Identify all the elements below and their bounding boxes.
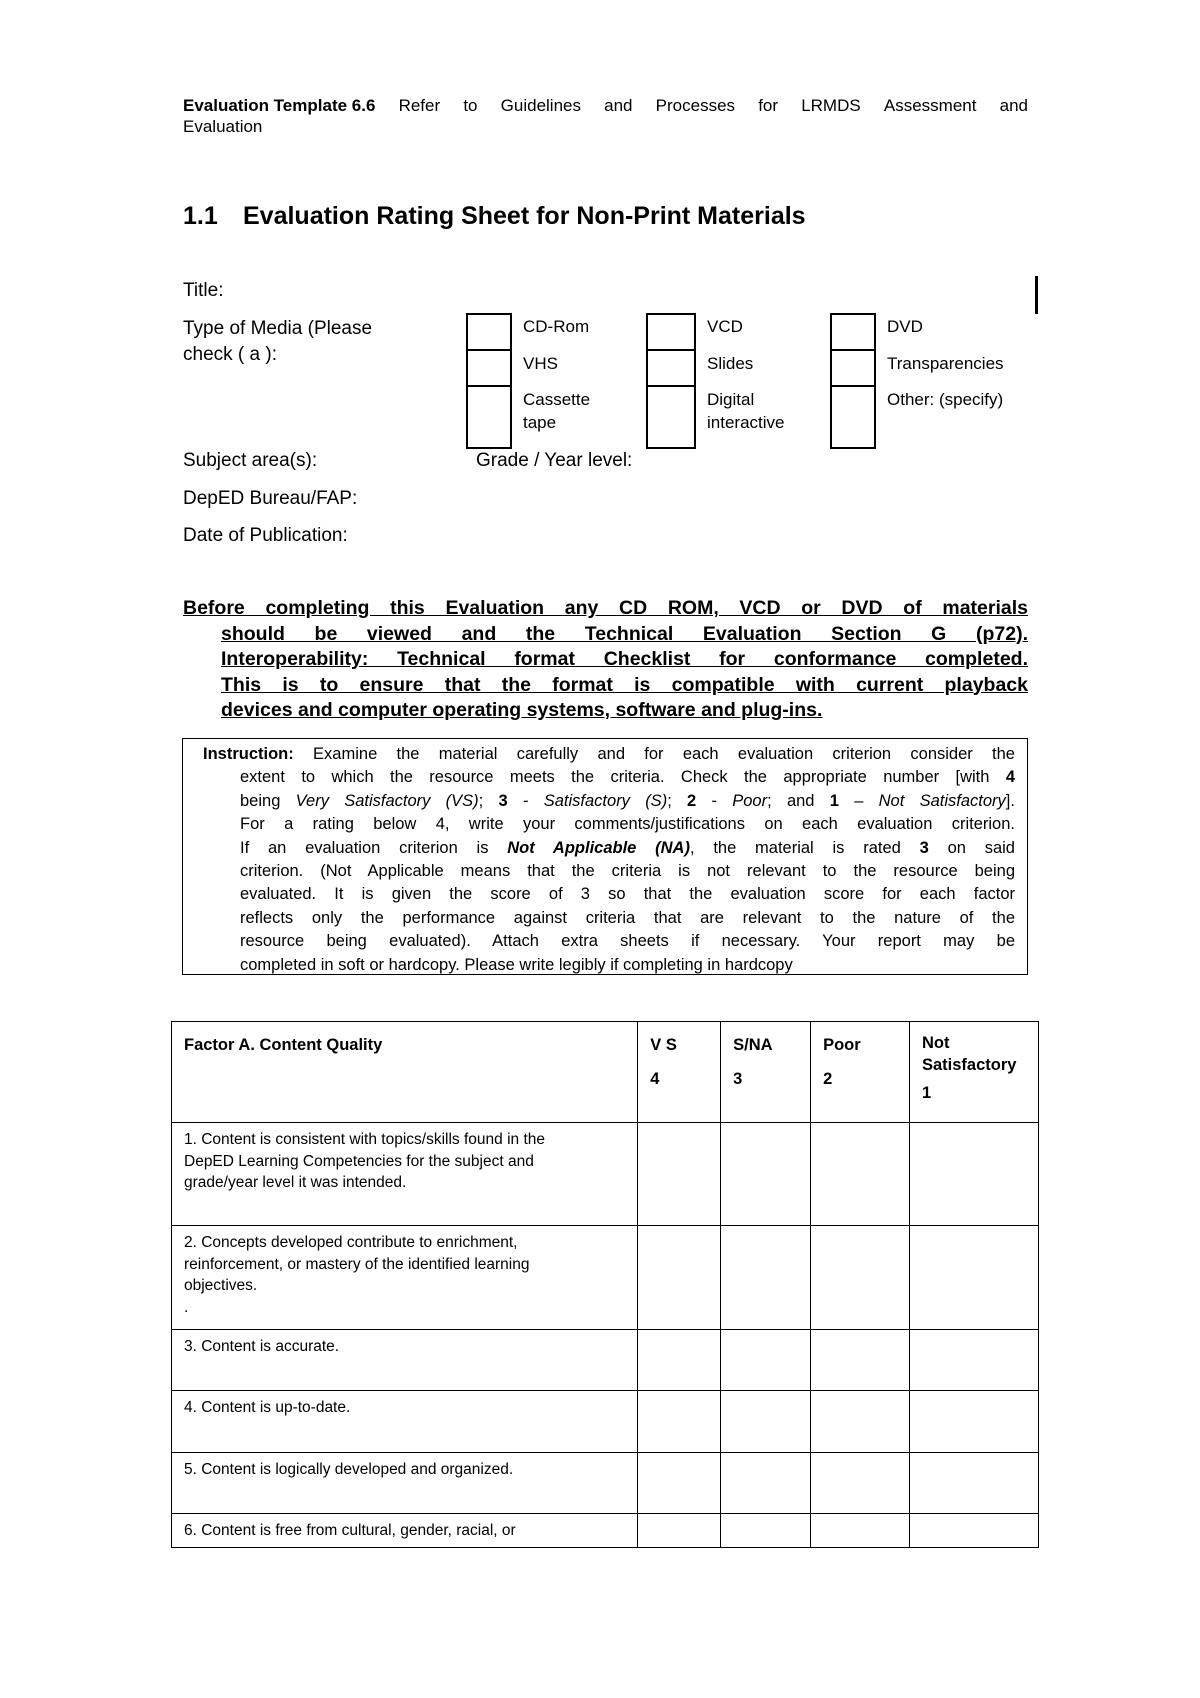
- option-transparencies: Transparencies: [887, 354, 1004, 373]
- instruction-text: Poor: [732, 791, 768, 810]
- criterion-text: 6. Content is free from cultural, gender, racial, or: [184, 1522, 516, 1539]
- notice-line: should be viewed and the Technical Evaluation Section G (p72).: [221, 622, 1028, 645]
- instruction-text: –: [838, 791, 879, 810]
- instruction-line: resource being evaluated). Attach extra sheets if necessary. Your report may be: [240, 932, 1015, 951]
- rating-cell-not-satisfactory[interactable]: [909, 1391, 1038, 1453]
- instruction-text: on said: [947, 838, 1015, 857]
- instruction-text: being: [240, 791, 281, 810]
- rating-cell-not-satisfactory[interactable]: [909, 1123, 1038, 1226]
- instruction-line: [203, 837, 1015, 860]
- instruction-text: 3: [498, 791, 508, 810]
- option-dvd: DVD: [887, 317, 923, 336]
- criterion-text: 4. Content is up-to-date.: [184, 1399, 351, 1416]
- header-word: to: [463, 96, 478, 115]
- factor-header-text: Factor A. Content Quality: [184, 1036, 383, 1054]
- table-row: [172, 1330, 1039, 1391]
- column-header-not-satisfactory: [909, 1022, 1038, 1123]
- instruction-line: evaluated. It is given the score of 3 so that the evaluation score for each factor: [240, 885, 1015, 904]
- media-type-label-line: Type of Media (Please: [183, 318, 373, 339]
- instruction-line: completed in soft or hardcopy. Please write legibly if completing in hardcopy: [240, 955, 793, 974]
- rating-cell-not-satisfactory[interactable]: [909, 1330, 1038, 1391]
- rating-cell-not-satisfactory[interactable]: [909, 1226, 1038, 1330]
- section-number: 1.1: [183, 202, 218, 230]
- option-digital-line: interactive: [707, 413, 785, 432]
- instruction-line: reflects only the performance against criteria that are relevant to the nature of the: [240, 908, 1015, 927]
- header-word: Processes: [655, 96, 736, 115]
- rating-cell-not-satisfactory[interactable]: [909, 1514, 1038, 1548]
- criterion-cell: [172, 1330, 638, 1391]
- template-header: [183, 95, 1028, 137]
- criterion-text: 2. Concepts developed contribute to enrichment,: [184, 1234, 518, 1251]
- rating-cell-poor[interactable]: [811, 1123, 910, 1226]
- checkbox-cassette-tape[interactable]: [466, 385, 512, 449]
- rating-cell-not-satisfactory[interactable]: [909, 1453, 1038, 1514]
- criterion-text: objectives.: [184, 1277, 258, 1294]
- rating-cell-vs[interactable]: [638, 1453, 721, 1514]
- criterion-text: 1. Content is consistent with topics/skills found in the: [184, 1131, 545, 1148]
- section-title: [183, 202, 806, 231]
- table-row: [172, 1514, 1039, 1548]
- checkbox-vcd[interactable]: [646, 313, 696, 351]
- header-word: LRMDS: [801, 96, 861, 115]
- rating-cell-poor[interactable]: [811, 1514, 910, 1548]
- rating-cell-poor[interactable]: [811, 1453, 910, 1514]
- checkbox-other[interactable]: [830, 385, 876, 449]
- option-cassette-line: tape: [523, 413, 557, 432]
- instruction-text: Very Satisfactory (VS): [295, 791, 479, 810]
- column-score: 4: [650, 1070, 660, 1088]
- header-line-1: [183, 95, 1028, 116]
- title-label: Title:: [183, 280, 224, 301]
- factor-header: [172, 1022, 638, 1123]
- criterion-text: grade/year level it was intended.: [184, 1174, 407, 1191]
- header-word: and: [604, 96, 633, 115]
- instruction-line: [203, 790, 1015, 813]
- criterion-cell: [172, 1226, 638, 1330]
- instruction-text: ].: [1005, 791, 1015, 810]
- criterion-text: DepED Learning Competencies for the subject and: [184, 1152, 534, 1170]
- rating-cell-poor[interactable]: [811, 1330, 910, 1391]
- checkbox-dvd[interactable]: [830, 313, 876, 351]
- checkbox-digital-interactive[interactable]: [646, 385, 696, 449]
- table-header-row: [172, 1022, 1039, 1123]
- option-vhs: VHS: [523, 354, 558, 373]
- bureau-label: DepED Bureau/FAP:: [183, 488, 358, 509]
- instruction-label: Instruction:: [203, 745, 294, 763]
- column-score: 1: [921, 1084, 932, 1102]
- criterion-text: 3. Content is accurate.: [184, 1338, 340, 1355]
- table-row: [172, 1453, 1039, 1514]
- instruction-line: For a rating below 4, write your comments/justifications on each evaluation criterion.: [240, 815, 1015, 834]
- rating-cell-sna[interactable]: [721, 1123, 811, 1226]
- section-title-text: Evaluation Rating Sheet for Non-Print Materials: [243, 202, 806, 230]
- option-cassette-line: Cassette: [523, 390, 591, 409]
- instruction-text: 2: [687, 791, 697, 810]
- instruction-text: ; and: [767, 791, 815, 810]
- option-digital-interactive: [707, 388, 784, 434]
- instruction-text: -: [696, 791, 733, 810]
- criterion-cell: [172, 1514, 638, 1548]
- criterion-cell: [172, 1123, 638, 1226]
- column-header-poor: [811, 1022, 910, 1123]
- notice-line: This is to ensure that the format is compatible with current playback: [221, 673, 1028, 696]
- rating-cell-vs[interactable]: [638, 1330, 721, 1391]
- header-word: for: [758, 96, 779, 115]
- header-line-2: Evaluation: [183, 117, 263, 136]
- instruction-line: [203, 743, 1015, 766]
- table-row: [172, 1226, 1039, 1330]
- column-label: Not Satisfactory: [921, 1034, 1017, 1074]
- column-score: 3: [733, 1070, 743, 1088]
- instruction-box: [182, 738, 1028, 975]
- instruction-text: Not Applicable (NA): [507, 838, 690, 857]
- option-other: Other: (specify): [887, 390, 1004, 409]
- rating-cell-poor[interactable]: [811, 1226, 910, 1330]
- table-row: [172, 1391, 1039, 1453]
- pre-evaluation-notice: [183, 596, 1028, 724]
- checkbox-transparencies[interactable]: [830, 349, 876, 387]
- column-label: S/NA: [733, 1036, 773, 1054]
- instruction-text: ;: [478, 791, 484, 810]
- criterion-text: .: [184, 1298, 189, 1316]
- instruction-text: If an evaluation criterion is: [240, 838, 489, 857]
- rating-cell-poor[interactable]: [811, 1391, 910, 1453]
- instruction-text: 3: [919, 838, 929, 857]
- grade-level-label: Grade / Year level:: [476, 450, 633, 471]
- checkbox-vhs[interactable]: [466, 349, 512, 387]
- option-digital-line: Digital: [707, 390, 755, 409]
- rating-cell-vs[interactable]: [638, 1226, 721, 1330]
- instruction-text: -: [507, 791, 544, 810]
- option-slides: Slides: [707, 354, 754, 373]
- rating-cell-sna[interactable]: [721, 1391, 811, 1453]
- column-header-vs: [638, 1022, 721, 1123]
- column-label: Poor: [823, 1036, 861, 1054]
- instruction-text: ;: [667, 791, 672, 810]
- instruction-text: Satisfactory (S): [543, 791, 668, 810]
- rating-cell-vs[interactable]: [638, 1514, 721, 1548]
- option-vcd: VCD: [707, 317, 743, 336]
- header-word: Assessment: [883, 96, 977, 115]
- column-header-sna: [721, 1022, 811, 1123]
- notice-line: devices and computer operating systems, software and plug-ins.: [221, 699, 823, 721]
- instruction-text: extent to which the resource meets the criteria. Check the appropriate number [with: [240, 768, 990, 787]
- rating-cell-sna[interactable]: [721, 1514, 811, 1548]
- instruction-line: criterion. (Not Applicable means that the criteria is not relevant to the resource being: [240, 862, 1015, 881]
- rating-cell-vs[interactable]: [638, 1123, 721, 1226]
- instruction-line: [203, 766, 1015, 789]
- publication-date-label: Date of Publication:: [183, 525, 348, 546]
- criterion-text: reinforcement, or mastery of the identified learning: [184, 1255, 530, 1273]
- header-word: Refer: [398, 96, 441, 115]
- table-row: [172, 1123, 1039, 1226]
- header-word: and: [999, 96, 1028, 115]
- media-type-label: [183, 316, 433, 368]
- media-type-label-line: check ( a ):: [183, 344, 277, 365]
- criterion-cell: [172, 1391, 638, 1453]
- instruction-text: 1: [829, 791, 839, 810]
- rating-cell-sna[interactable]: [721, 1226, 811, 1330]
- rating-cell-vs[interactable]: [638, 1391, 721, 1453]
- text-cursor-bar: [1035, 276, 1038, 314]
- content-quality-table: [171, 1021, 1039, 1548]
- instruction-text: Examine the material carefully and for each evaluation criterion consider the: [313, 745, 1015, 763]
- option-cd-rom: CD-Rom: [523, 317, 590, 336]
- option-cassette-tape: [523, 388, 590, 434]
- subject-area-label: Subject area(s):: [183, 450, 318, 471]
- rating-cell-sna[interactable]: [721, 1453, 811, 1514]
- notice-line: Before completing this Evaluation any CD ROM, VCD or DVD of materials: [183, 597, 1028, 619]
- column-label: V S: [650, 1036, 677, 1054]
- header-word: Guidelines: [500, 96, 581, 115]
- notice-line: Interoperability: Technical format Checklist for conformance completed.: [221, 648, 1028, 670]
- template-name: Evaluation Template 6.6: [183, 96, 376, 115]
- criterion-text: 5. Content is logically developed and organized.: [184, 1461, 514, 1478]
- column-score: 2: [823, 1070, 833, 1088]
- instruction-text: 4: [1005, 768, 1015, 787]
- checkbox-cd-rom[interactable]: [466, 313, 512, 351]
- instruction-text: Not Satisfactory: [878, 791, 1006, 810]
- rating-cell-sna[interactable]: [721, 1330, 811, 1391]
- checkbox-slides[interactable]: [646, 349, 696, 387]
- criterion-cell: [172, 1453, 638, 1514]
- instruction-text: , the material is rated: [689, 838, 901, 857]
